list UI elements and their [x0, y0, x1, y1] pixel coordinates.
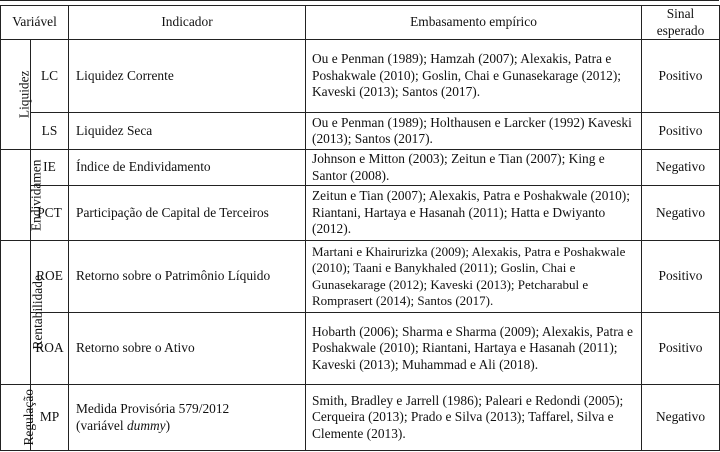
- header-embasamento: Embasamento empírico: [306, 6, 642, 40]
- variables-table: [0, 5, 720, 451]
- group-cell-regulacao: [1, 385, 36, 451]
- group-cell-rentabilidade: [1, 241, 45, 385]
- indicator-name: Participação de Capital de Terceiros: [69, 186, 306, 241]
- indicator-name: [69, 385, 306, 451]
- expected-sign: Positivo: [642, 241, 720, 313]
- variable-code: ROE: [31, 241, 69, 313]
- table-row: [1, 385, 720, 451]
- group-label-regulacao: Regulação: [20, 389, 36, 446]
- header-indicador: Indicador: [69, 6, 306, 40]
- expected-sign: Negativo: [642, 385, 720, 451]
- expected-sign: Positivo: [642, 40, 720, 113]
- indicator-name-sub-prefix: (variável: [76, 417, 127, 433]
- empirical-basis: Johnson e Mitton (2003); Zeitun e Tian (2007); King e Santor (2008).: [306, 150, 642, 186]
- variable-code: ROA: [31, 313, 69, 385]
- indicator-name-main: Medida Provisória 579/2012: [76, 401, 230, 417]
- table-row: [1, 186, 720, 241]
- variable-code: MP: [31, 385, 69, 451]
- expected-sign: Positivo: [642, 313, 720, 385]
- variable-code: PCT: [31, 186, 69, 241]
- expected-sign: Negativo: [642, 186, 720, 241]
- group-label-endividamento: Endividamen: [28, 159, 44, 231]
- indicator-name-sub-emphasis: dummy: [126, 417, 166, 433]
- empirical-basis: Martani e Khairurizka (2009); Alexakis, Patra e Poshakwale (2010); Taani e Banykhaled (2011); Goslin, Chai e Gunasekarage (2012); Kaveski (2013); Petcharabul e Romprasert (2014); Santos (2017).: [306, 241, 642, 313]
- expected-sign: Negativo: [642, 150, 720, 186]
- variable-code: LS: [31, 113, 69, 150]
- group-cell-endividamento: [1, 150, 44, 241]
- group-label-rentabilidade: Rentabilidade: [29, 275, 45, 350]
- group-cell-liquidez: [1, 40, 31, 150]
- indicator-name: Liquidez Corrente: [69, 40, 306, 113]
- table-row: [1, 150, 720, 186]
- indicator-name: Liquidez Seca: [69, 113, 306, 150]
- empirical-basis: Ou e Penman (1989); Hamzah (2007); Alexakis, Patra e Poshakwale (2010); Goslin, Chai e Gunasekarage (2012); Kaveski (2013); Santos (2017).: [306, 40, 642, 113]
- empirical-basis: Hobarth (2006); Sharma e Sharma (2009); Alexakis, Patra e Poshakwale (2010); Riantani, Hartaya e Hasanah (2011); Kaveski (2013); Muhammad e Ali (2018).: [306, 313, 642, 385]
- indicator-name: Índice de Endividamento: [69, 150, 306, 186]
- empirical-basis: Zeitun e Tian (2007); Alexakis, Patra e Poshakwale (2010); Riantani, Hartaya e Hasanah (2011); Hatta e Dwiyanto (2012).: [306, 186, 642, 241]
- empirical-basis: Ou e Penman (1989); Holthausen e Larcker (1992) Kaveski (2013); Santos (2017).: [306, 113, 642, 150]
- table-row: [1, 313, 720, 385]
- indicator-name: Retorno sobre o Ativo: [69, 313, 306, 385]
- table-row: [1, 241, 720, 313]
- table-header-row: [1, 6, 720, 40]
- indicator-name: Retorno sobre o Patrimônio Líquido: [69, 241, 306, 313]
- expected-sign: Positivo: [642, 113, 720, 150]
- group-label-liquidez: Liquidez: [16, 70, 32, 119]
- empirical-basis: Smith, Bradley e Jarrell (1986); Paleari e Redondi (2005); Cerqueira (2013); Prado e Silva (2013); Taffarel, Silva e Clemente (2013).: [306, 385, 642, 451]
- table-row: [1, 40, 720, 113]
- indicator-name-sub-suffix: ): [165, 417, 171, 433]
- variable-code: LC: [31, 40, 69, 113]
- table-row: [1, 113, 720, 150]
- variable-code: IE: [31, 150, 69, 186]
- header-variavel: Variável: [1, 6, 69, 40]
- header-sinal: Sinal esperado: [642, 6, 720, 40]
